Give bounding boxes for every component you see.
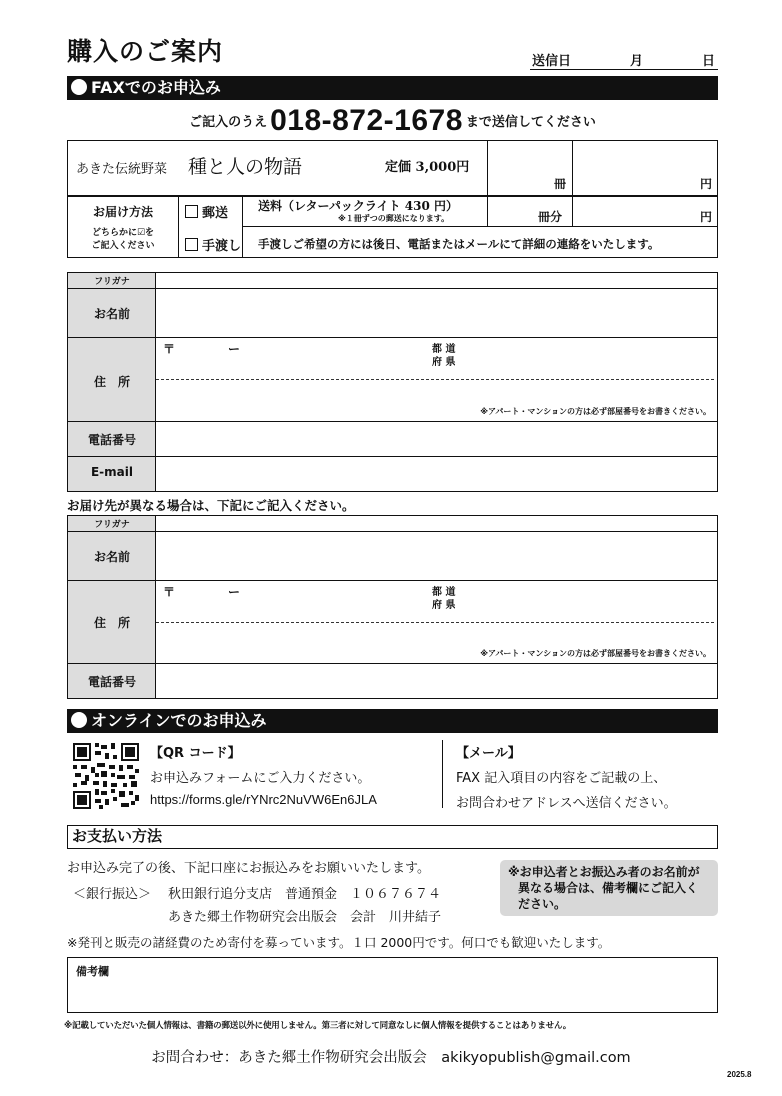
day-label: 日 bbox=[702, 54, 716, 69]
qr-instruction: お申込みフォームにご入力ください。 bbox=[150, 771, 371, 786]
qr-code-icon[interactable] bbox=[73, 743, 139, 809]
online-section-title: オンラインでのお申込み bbox=[91, 711, 267, 730]
email-field[interactable] bbox=[156, 457, 717, 491]
address-label: 住 所 bbox=[93, 616, 130, 630]
alt-delivery-heading: お届け先が異なる場合は、下記にご記入ください。 bbox=[67, 498, 355, 513]
pref-line-1: 都 道 bbox=[432, 587, 456, 598]
fax-instruction bbox=[67, 104, 718, 138]
address-label: 住 所 bbox=[93, 375, 130, 389]
mail-text-2: お問合わせアドレスへ送信ください。 bbox=[456, 796, 677, 811]
online-divider bbox=[442, 740, 443, 808]
delivery-phone-field[interactable] bbox=[156, 664, 717, 698]
phone-field[interactable] bbox=[156, 422, 717, 456]
apartment-note: ※アパート・マンションの方は必ず部屋番号をお書きください。 bbox=[480, 407, 711, 416]
option-mail-label: 郵送 bbox=[202, 206, 229, 221]
amount-unit: 円 bbox=[700, 177, 713, 191]
option-mail[interactable] bbox=[185, 202, 228, 221]
version-label: 2025.8 bbox=[727, 1070, 752, 1079]
shipping-note: ※１冊ずつの郵送になります。 bbox=[338, 214, 450, 223]
bullet-icon bbox=[71, 79, 87, 95]
notice-line-2: 異なる場合は、備考欄にご記入く bbox=[518, 881, 699, 895]
notice-line-3: ださい。 bbox=[518, 897, 567, 911]
month-label: 月 bbox=[630, 54, 644, 69]
send-date-label: 送信日 bbox=[532, 54, 572, 69]
shipping-amount-unit: 円 bbox=[700, 210, 713, 224]
fax-pre-text: ご記入のうえ bbox=[189, 115, 268, 130]
bullet-icon bbox=[71, 712, 87, 728]
furigana-label: フリガナ bbox=[94, 520, 130, 530]
furigana-label: フリガナ bbox=[94, 277, 130, 287]
name-mismatch-notice bbox=[500, 860, 718, 916]
mail-text-1: FAX 記入項目の内容をご記載の上、 bbox=[456, 771, 667, 786]
handover-text: 手渡しご希望の方には後日、電話またはメールにて詳細の連絡をいたします。 bbox=[258, 237, 660, 251]
pref-line-1: 都 道 bbox=[432, 344, 456, 355]
delivery-form bbox=[67, 515, 718, 699]
privacy-note: ※記載していただいた個人情報は、書籍の郵送以外に使用しません。第三者に対して同意なしに個人情報を提供することはありません。 bbox=[64, 1021, 572, 1031]
postal-mark: 〒 bbox=[163, 585, 176, 599]
phone-label: 電話番号 bbox=[87, 675, 136, 689]
mail-heading: 【メール】 bbox=[456, 746, 521, 761]
remarks-field[interactable] bbox=[67, 957, 718, 1013]
payment-section-header: お支払い方法 bbox=[67, 825, 718, 849]
page-title: 購入のご案内 bbox=[67, 37, 224, 66]
order-table bbox=[67, 140, 718, 258]
email-label: E-mail bbox=[90, 465, 133, 479]
customer-form bbox=[67, 272, 718, 492]
delivery-name-field[interactable] bbox=[156, 532, 717, 580]
postal-mark: 〒 bbox=[163, 342, 176, 356]
fax-post-text: まで送信してください bbox=[465, 115, 596, 130]
qr-heading: 【QR コード】 bbox=[150, 746, 241, 761]
name-label: お名前 bbox=[93, 550, 130, 564]
quantity-unit: 冊 bbox=[554, 177, 567, 191]
fax-section-header bbox=[67, 76, 718, 100]
product-price: 定価 3,000円 bbox=[385, 160, 470, 175]
bank-label: ＜銀行振込＞ bbox=[73, 887, 152, 902]
delivery-note-1: どちらかに☑を bbox=[91, 228, 155, 238]
name-field[interactable] bbox=[156, 289, 717, 337]
donation-note: ※発刊と販売の諸経費のため寄付を募っています。１口 2000円です。何口でも歓迎いたします。 bbox=[67, 935, 611, 950]
delivery-label: お届け方法 bbox=[92, 205, 153, 219]
shipping-fee: 送料（レターパックライト 430 円） bbox=[258, 199, 458, 213]
apartment-note: ※アパート・マンションの方は必ず部屋番号をお書きください。 bbox=[480, 649, 711, 658]
mail-checkbox[interactable] bbox=[185, 205, 198, 218]
postal-dash: ー bbox=[228, 585, 241, 599]
option-handover[interactable] bbox=[185, 235, 241, 254]
fax-number: 018-872-1678 bbox=[270, 104, 463, 137]
remarks-label: 備考欄 bbox=[76, 965, 109, 978]
product-title: 種と人の物語 bbox=[188, 156, 303, 178]
notice-line-1: ※お申込者とお振込み者のお名前が bbox=[508, 865, 700, 879]
payment-intro: お申込み完了の後、下記口座にお振込みをお願いいたします。 bbox=[67, 861, 430, 876]
product-series: あきた伝統野菜 bbox=[76, 162, 168, 177]
fax-section-title: FAXでのお申込み bbox=[91, 78, 221, 97]
form-url-link[interactable]: https://forms.gle/rYNrc2NuVW6En6JLA bbox=[150, 792, 377, 807]
delivery-note-2: ご記入ください bbox=[91, 241, 155, 251]
online-section-header bbox=[67, 709, 718, 733]
handover-checkbox[interactable] bbox=[185, 238, 198, 251]
pref-line-2: 府 県 bbox=[432, 600, 456, 611]
portion-unit: 冊分 bbox=[538, 210, 563, 224]
phone-label: 電話番号 bbox=[87, 433, 136, 447]
send-date-field[interactable] bbox=[530, 50, 718, 70]
option-handover-label: 手渡し bbox=[202, 239, 242, 254]
contact-info: お問合わせ：あきた郷土作物研究会出版会 akikyopublish@gmail.com bbox=[151, 1050, 631, 1066]
postal-dash: ー bbox=[228, 342, 241, 356]
name-label: お名前 bbox=[93, 307, 130, 321]
bank-detail: 秋田銀行追分支店 普通預金 １０６７６７４ bbox=[168, 887, 442, 902]
account-name: あきた郷土作物研究会出版会 会計 川井結子 bbox=[168, 910, 442, 925]
pref-line-2: 府 県 bbox=[432, 357, 456, 368]
